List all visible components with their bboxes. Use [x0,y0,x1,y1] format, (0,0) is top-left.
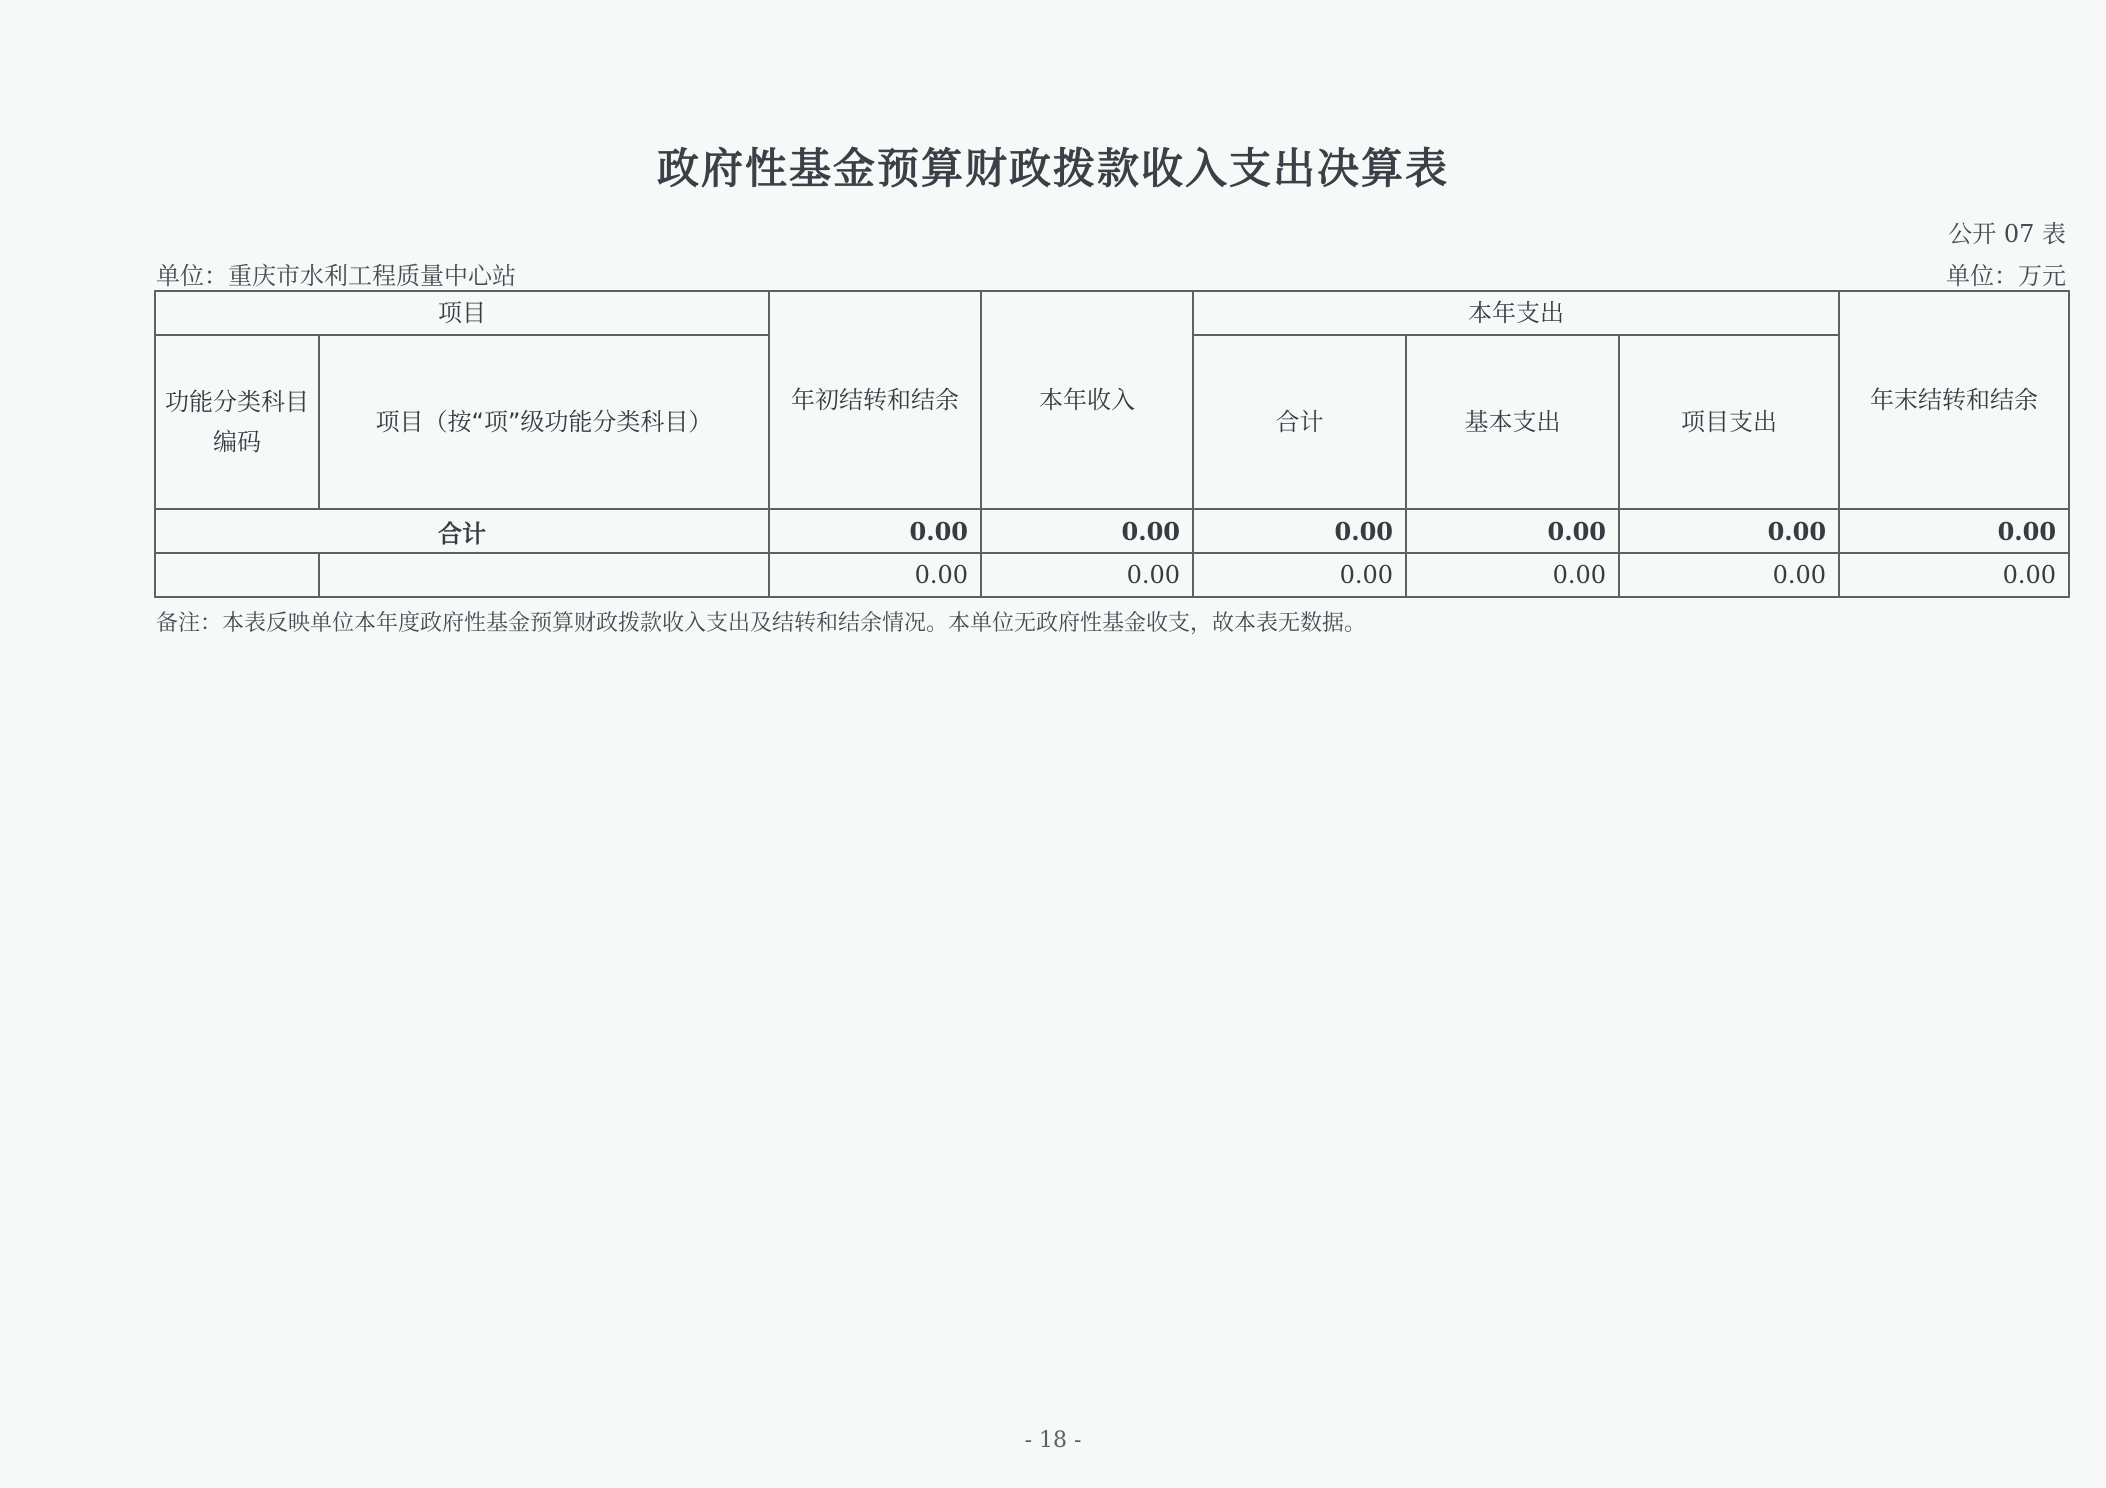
unit-line [156,256,2066,288]
total-label: 合计 [155,509,769,553]
header-expense-project: 项目支出 [1619,335,1839,509]
row-begin-balance: 0.00 [769,553,981,597]
table-note: 备注：本表反映单位本年度政府性基金预算财政拨款收入支出及结转和结余情况。本单位无政府性基金收支，故本表无数据。 [156,611,1367,636]
row-end-balance: 0.00 [1839,553,2069,597]
unit-money: 单位：万元 [1946,262,2066,290]
header-item-group: 项目 [155,291,769,335]
total-expense-total: 0.00 [1193,509,1406,553]
header-func-code [155,335,319,509]
header-expense-basic: 基本支出 [1406,335,1619,509]
row-expense-total: 0.00 [1193,553,1406,597]
header-expense-total: 合计 [1193,335,1406,509]
header-expense-group: 本年支出 [1193,291,1839,335]
total-begin-balance: 0.00 [769,509,981,553]
row-item-name [319,553,769,597]
unit-org: 单位：重庆市水利工程质量中心站 [156,262,516,290]
total-end-balance: 0.00 [1839,509,2069,553]
header-func-code-label: 功能分类科目编码 [165,388,309,456]
total-row [155,509,2069,553]
report-table [154,290,2070,598]
header-begin-balance: 年初结转和结余 [769,291,981,509]
header-end-balance: 年末结转和结余 [1839,291,2069,509]
page-number: - 18 - [1024,1428,1082,1453]
page-title: 政府性基金预算财政拨款收入支出决算表 [656,144,1449,193]
form-code: 公开 07 表 [1948,220,2066,248]
header-income: 本年收入 [981,291,1193,509]
total-income: 0.00 [981,509,1193,553]
row-expense-project: 0.00 [1619,553,1839,597]
row-income: 0.00 [981,553,1193,597]
total-expense-basic: 0.00 [1406,509,1619,553]
header-item-name: 项目（按“项”级功能分类科目） [319,335,769,509]
table-row [155,553,2069,597]
row-func-code [155,553,319,597]
total-expense-project: 0.00 [1619,509,1839,553]
row-expense-basic: 0.00 [1406,553,1619,597]
